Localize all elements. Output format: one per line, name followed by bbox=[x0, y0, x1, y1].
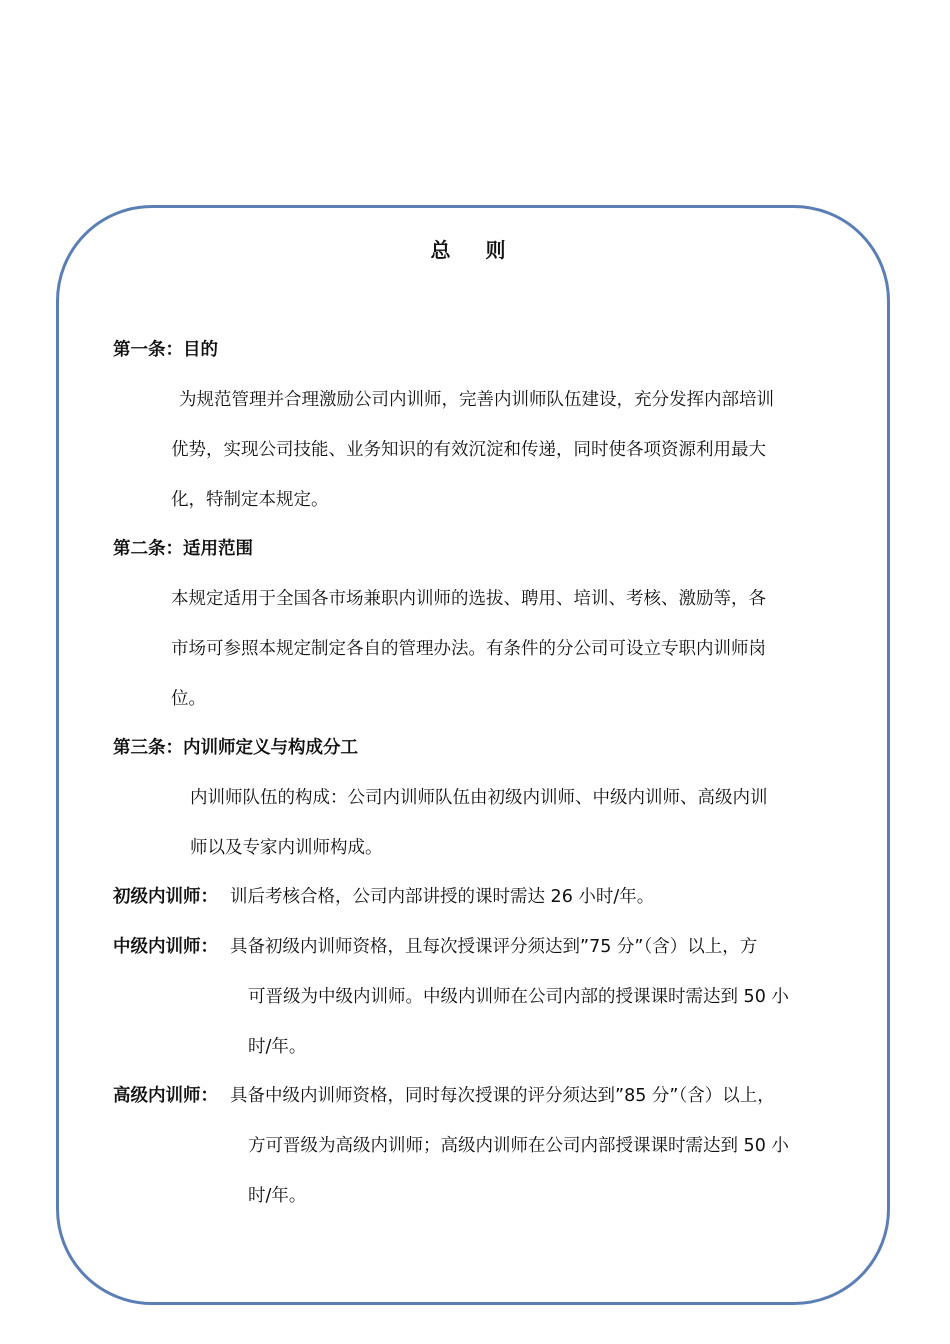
article3-heading: 第三条：内训师定义与构成分工 bbox=[113, 738, 358, 758]
article2-heading: 第二条：适用范围 bbox=[113, 539, 253, 559]
middle-trainer-label: 中级内训师： bbox=[113, 937, 218, 957]
article2-line-1: 本规定适用于全国各市场兼职内训师的选拔、聘用、培训、考核、激励等，各 bbox=[171, 589, 766, 609]
senior-trainer-line-2: 方可晋级为高级内训师；高级内训师在公司内部授课课时需达到 50 小 bbox=[248, 1136, 789, 1156]
article2-line-3: 位。 bbox=[171, 689, 206, 709]
senior-trainer-label: 高级内训师： bbox=[113, 1086, 218, 1106]
article1-heading: 第一条：目的 bbox=[113, 340, 218, 360]
junior-trainer-label: 初级内训师： bbox=[113, 887, 218, 907]
junior-trainer-line-1: 训后考核合格，公司内部讲授的课时需达 26 小时/年。 bbox=[230, 887, 655, 907]
middle-trainer-line-3: 时/年。 bbox=[248, 1037, 307, 1057]
article3-line-1: 内训师队伍的构成：公司内训师队伍由初级内训师、中级内训师、高级内训 bbox=[190, 788, 768, 808]
article1-line-1: 为规范管理并合理激励公司内训师，完善内训师队伍建设，充分发挥内部培训 bbox=[179, 390, 774, 410]
senior-trainer-line-3: 时/年。 bbox=[248, 1186, 307, 1206]
article2-line-2: 市场可参照本规定制定各自的管理办法。有条件的分公司可设立专职内训师岗 bbox=[171, 639, 766, 659]
page-title: 总 则 bbox=[430, 238, 520, 262]
middle-trainer-line-2: 可晋级为中级内训师。中级内训师在公司内部的授课课时需达到 50 小 bbox=[248, 987, 789, 1007]
senior-trainer-line-1: 具备中级内训师资格，同时每次授课的评分须达到”85 分”（含）以上， bbox=[230, 1086, 775, 1106]
article1-line-2: 优势，实现公司技能、业务知识的有效沉淀和传递，同时使各项资源利用最大 bbox=[171, 440, 766, 460]
article1-line-3: 化，特制定本规定。 bbox=[171, 490, 329, 510]
article3-line-2: 师以及专家内训师构成。 bbox=[190, 838, 383, 858]
middle-trainer-line-1: 具备初级内训师资格，且每次授课评分须达到”75 分”（含）以上，方 bbox=[230, 937, 758, 957]
